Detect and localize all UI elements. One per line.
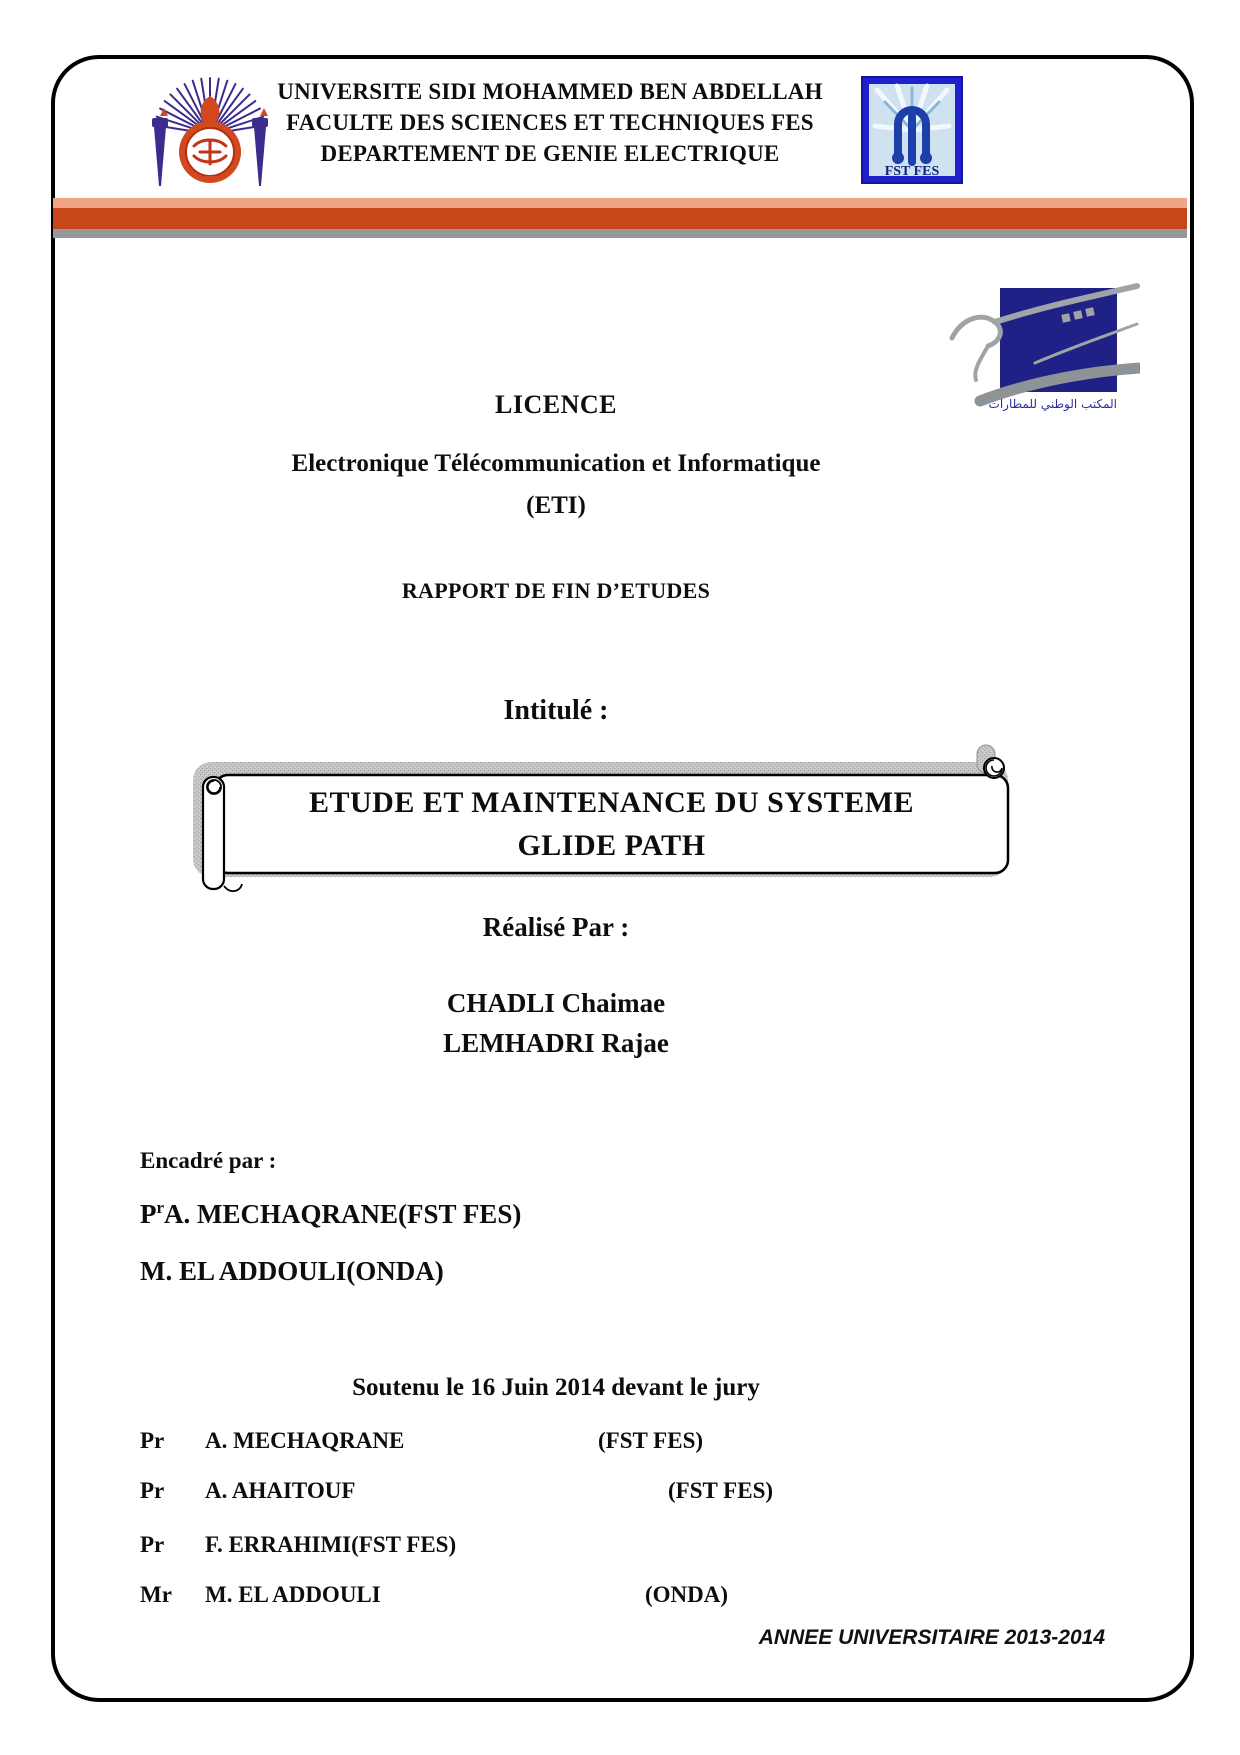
- header-line-1: UNIVERSITE SIDI MOHAMMED BEN ABDELLAH: [277, 79, 823, 104]
- jury-affiliation: (FST FES): [668, 1478, 774, 1503]
- degree-program-abbr: (ETI): [526, 492, 586, 519]
- header-text: [250, 76, 850, 169]
- academic-year: ANNEE UNIVERSITAIRE 2013-2014: [758, 1626, 1105, 1649]
- supervisor-1-sup: r: [156, 1198, 165, 1217]
- project-title: [215, 775, 1008, 873]
- author-2: LEMHADRI Rajae: [443, 1028, 669, 1058]
- fst-logo: [861, 76, 963, 184]
- author-1: CHADLI Chaimae: [446, 988, 666, 1018]
- header-line-3: DEPARTEMENT DE GENIE ELECTRIQUE: [320, 141, 780, 166]
- jury-title: Pr: [140, 1532, 165, 1557]
- defense-heading: Soutenu le 16 Juin 2014 devant le jury: [352, 1374, 760, 1401]
- header-line-2: FACULTE DES SCIENCES ET TECHNIQUES FES: [286, 110, 814, 135]
- supervisor-2: M. EL ADDOULI(ONDA): [140, 1256, 444, 1286]
- jury-row: [140, 1428, 1120, 1460]
- supervisor-1-rest: A. MECHAQRANE(FST FES): [164, 1199, 522, 1229]
- degree-program: Electronique Télécommunication et Informatique: [291, 450, 821, 477]
- project-title-line-1: ETUDE ET MAINTENANCE DU SYSTEME: [308, 785, 915, 819]
- report-type: RAPPORT DE FIN D’ETUDES: [401, 578, 711, 603]
- band-salmon: [53, 198, 1187, 208]
- jury-affiliation: (FST FES): [598, 1428, 704, 1453]
- onda-logo-caption: المكتب الوطني للمطارات: [988, 397, 1117, 411]
- jury-title: Pr: [140, 1428, 165, 1453]
- project-title-banner: [188, 742, 1018, 902]
- supervisor-1: [140, 1198, 521, 1230]
- intitule-label: Intitulé :: [503, 695, 609, 726]
- jury-name: A. AHAITOUF: [205, 1478, 356, 1503]
- supervisor-1-prefix: P: [140, 1199, 157, 1229]
- degree-title: LICENCE: [495, 390, 617, 419]
- jury-row: [140, 1478, 1120, 1510]
- jury-name: M. EL ADDOULI: [205, 1582, 381, 1607]
- encadre-par-label: Encadré par :: [140, 1148, 277, 1173]
- jury-name: A. MECHAQRANE: [205, 1428, 405, 1453]
- band-gray: [53, 229, 1187, 238]
- band-orange: [53, 208, 1187, 229]
- jury-affiliation: (ONDA): [645, 1582, 729, 1607]
- jury-title: Mr: [140, 1582, 172, 1607]
- jury-title: Pr: [140, 1478, 165, 1503]
- realise-par-label: Réalisé Par :: [482, 912, 630, 942]
- jury-name: F. ERRAHIMI(FST FES): [205, 1532, 457, 1557]
- fst-logo-caption: FST FES: [884, 164, 940, 179]
- jury-row: [140, 1532, 1120, 1564]
- project-title-line-2: GLIDE PATH: [517, 828, 706, 862]
- jury-row: [140, 1582, 1120, 1614]
